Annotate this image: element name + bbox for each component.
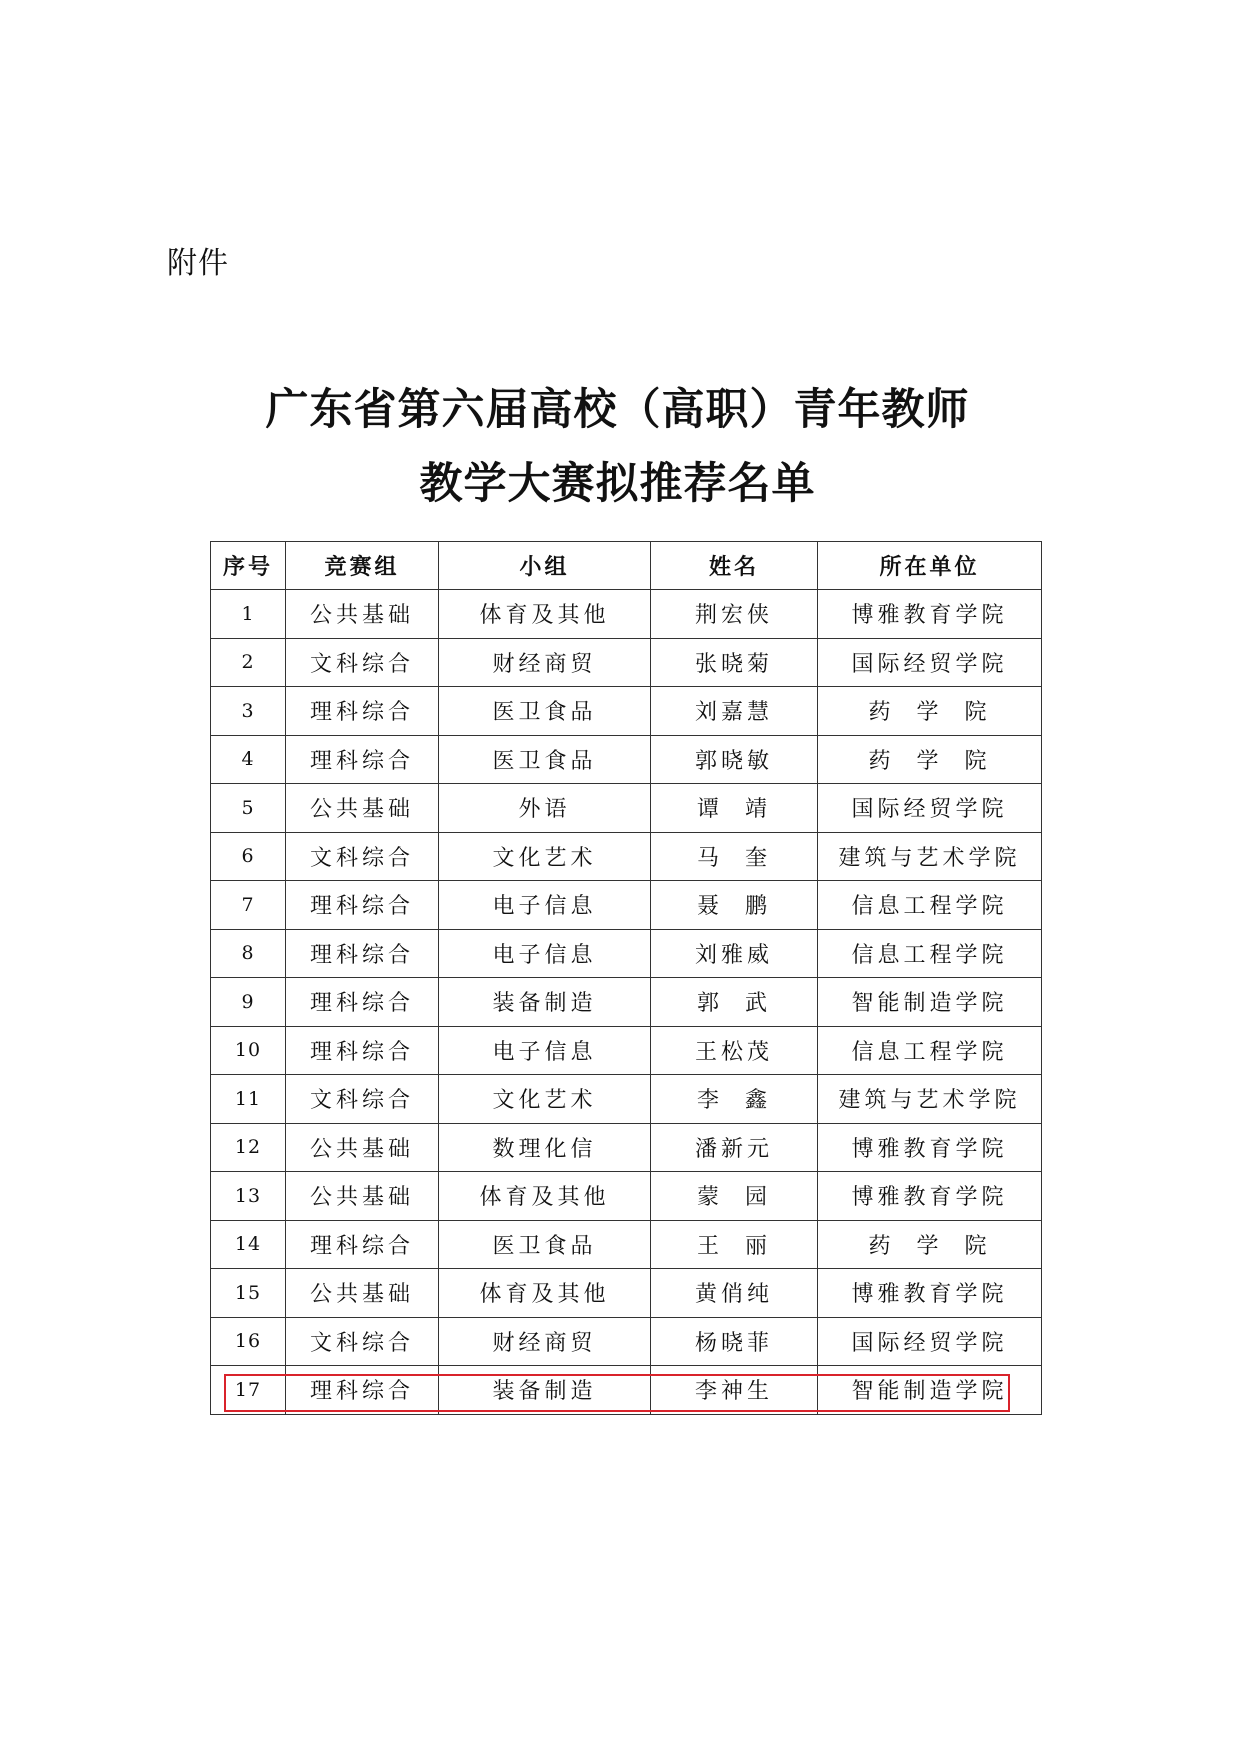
cell-name: 刘雅威 [651,929,818,978]
table-row [211,784,1042,833]
cell-unit: 智能制造学院 [818,978,1042,1027]
cell-competition-group: 公共基础 [286,590,439,639]
cell-name: 杨晓菲 [651,1317,818,1366]
cell-competition-group: 公共基础 [286,1123,439,1172]
table-row [211,687,1042,736]
cell-serial: 17 [211,1366,286,1415]
cell-unit: 信息工程学院 [818,881,1042,930]
cell-name: 马 奎 [651,832,818,881]
table-row [211,638,1042,687]
table-row [211,590,1042,639]
cell-subgroup: 数理化信 [439,1123,651,1172]
cell-serial: 15 [211,1269,286,1318]
cell-competition-group: 理科综合 [286,1220,439,1269]
document-title-line-1: 广东省第六届高校（高职）青年教师 [265,385,970,435]
cell-unit: 信息工程学院 [818,929,1042,978]
cell-serial: 16 [211,1317,286,1366]
table-row [211,1366,1042,1415]
header-name: 姓名 [651,542,818,590]
cell-unit: 博雅教育学院 [818,1123,1042,1172]
cell-subgroup: 装备制造 [439,978,651,1027]
table-row [211,735,1042,784]
cell-subgroup: 医卫食品 [439,687,651,736]
cell-competition-group: 公共基础 [286,1172,439,1221]
cell-name: 潘新元 [651,1123,818,1172]
cell-unit: 国际经贸学院 [818,1317,1042,1366]
cell-subgroup: 医卫食品 [439,1220,651,1269]
attachment-label: 附件 [167,246,229,281]
cell-subgroup: 体育及其他 [439,1172,651,1221]
cell-subgroup: 体育及其他 [439,1269,651,1318]
cell-subgroup: 装备制造 [439,1366,651,1415]
cell-serial: 4 [211,735,286,784]
table-row [211,1317,1042,1366]
cell-unit: 智能制造学院 [818,1366,1042,1415]
cell-name: 李神生 [651,1366,818,1415]
cell-competition-group: 文科综合 [286,638,439,687]
cell-competition-group: 公共基础 [286,1269,439,1318]
table-row [211,1269,1042,1318]
cell-subgroup: 财经商贸 [439,638,651,687]
cell-name: 李 鑫 [651,1075,818,1124]
cell-unit: 药 学 院 [818,687,1042,736]
cell-subgroup: 文化艺术 [439,832,651,881]
table-row [211,1220,1042,1269]
table-row [211,978,1042,1027]
cell-unit: 国际经贸学院 [818,784,1042,833]
cell-name: 聂 鹏 [651,881,818,930]
cell-competition-group: 理科综合 [286,881,439,930]
cell-unit: 建筑与艺术学院 [818,1075,1042,1124]
cell-serial: 3 [211,687,286,736]
cell-competition-group: 理科综合 [286,735,439,784]
recommendation-table [210,541,1042,1415]
cell-name: 荆宏侠 [651,590,818,639]
cell-serial: 12 [211,1123,286,1172]
cell-subgroup: 医卫食品 [439,735,651,784]
cell-subgroup: 电子信息 [439,1026,651,1075]
cell-unit: 信息工程学院 [818,1026,1042,1075]
cell-serial: 1 [211,590,286,639]
header-competition-group: 竞赛组 [286,542,439,590]
cell-name: 王 丽 [651,1220,818,1269]
cell-subgroup: 文化艺术 [439,1075,651,1124]
cell-competition-group: 文科综合 [286,1075,439,1124]
cell-competition-group: 理科综合 [286,929,439,978]
cell-name: 张晓菊 [651,638,818,687]
cell-serial: 8 [211,929,286,978]
cell-name: 王松茂 [651,1026,818,1075]
table-row [211,1026,1042,1075]
cell-subgroup: 外语 [439,784,651,833]
table-row [211,881,1042,930]
table-row [211,1123,1042,1172]
cell-subgroup: 体育及其他 [439,590,651,639]
cell-subgroup: 电子信息 [439,929,651,978]
cell-competition-group: 文科综合 [286,1317,439,1366]
cell-name: 蒙 园 [651,1172,818,1221]
cell-unit: 药 学 院 [818,1220,1042,1269]
cell-name: 郭晓敏 [651,735,818,784]
cell-unit: 博雅教育学院 [818,1269,1042,1318]
table-header-row [211,542,1042,590]
cell-name: 刘嘉慧 [651,687,818,736]
cell-competition-group: 公共基础 [286,784,439,833]
cell-unit: 药 学 院 [818,735,1042,784]
cell-competition-group: 理科综合 [286,1366,439,1415]
cell-competition-group: 文科综合 [286,832,439,881]
cell-serial: 11 [211,1075,286,1124]
document-title-line-2: 教学大赛拟推荐名单 [419,459,816,509]
table-row [211,929,1042,978]
cell-serial: 13 [211,1172,286,1221]
cell-serial: 10 [211,1026,286,1075]
header-unit: 所在单位 [818,542,1042,590]
cell-unit: 博雅教育学院 [818,590,1042,639]
table-row [211,1075,1042,1124]
table-body [211,590,1042,1415]
cell-unit: 建筑与艺术学院 [818,832,1042,881]
cell-serial: 7 [211,881,286,930]
cell-name: 谭 靖 [651,784,818,833]
cell-unit: 国际经贸学院 [818,638,1042,687]
table-row [211,1172,1042,1221]
cell-subgroup: 财经商贸 [439,1317,651,1366]
cell-name: 郭 武 [651,978,818,1027]
cell-serial: 14 [211,1220,286,1269]
table-row [211,832,1042,881]
cell-unit: 博雅教育学院 [818,1172,1042,1221]
header-subgroup: 小组 [439,542,651,590]
cell-competition-group: 理科综合 [286,687,439,736]
header-serial: 序号 [211,542,286,590]
cell-name: 黄俏纯 [651,1269,818,1318]
cell-serial: 6 [211,832,286,881]
cell-competition-group: 理科综合 [286,978,439,1027]
cell-serial: 5 [211,784,286,833]
cell-subgroup: 电子信息 [439,881,651,930]
cell-serial: 9 [211,978,286,1027]
cell-competition-group: 理科综合 [286,1026,439,1075]
cell-serial: 2 [211,638,286,687]
